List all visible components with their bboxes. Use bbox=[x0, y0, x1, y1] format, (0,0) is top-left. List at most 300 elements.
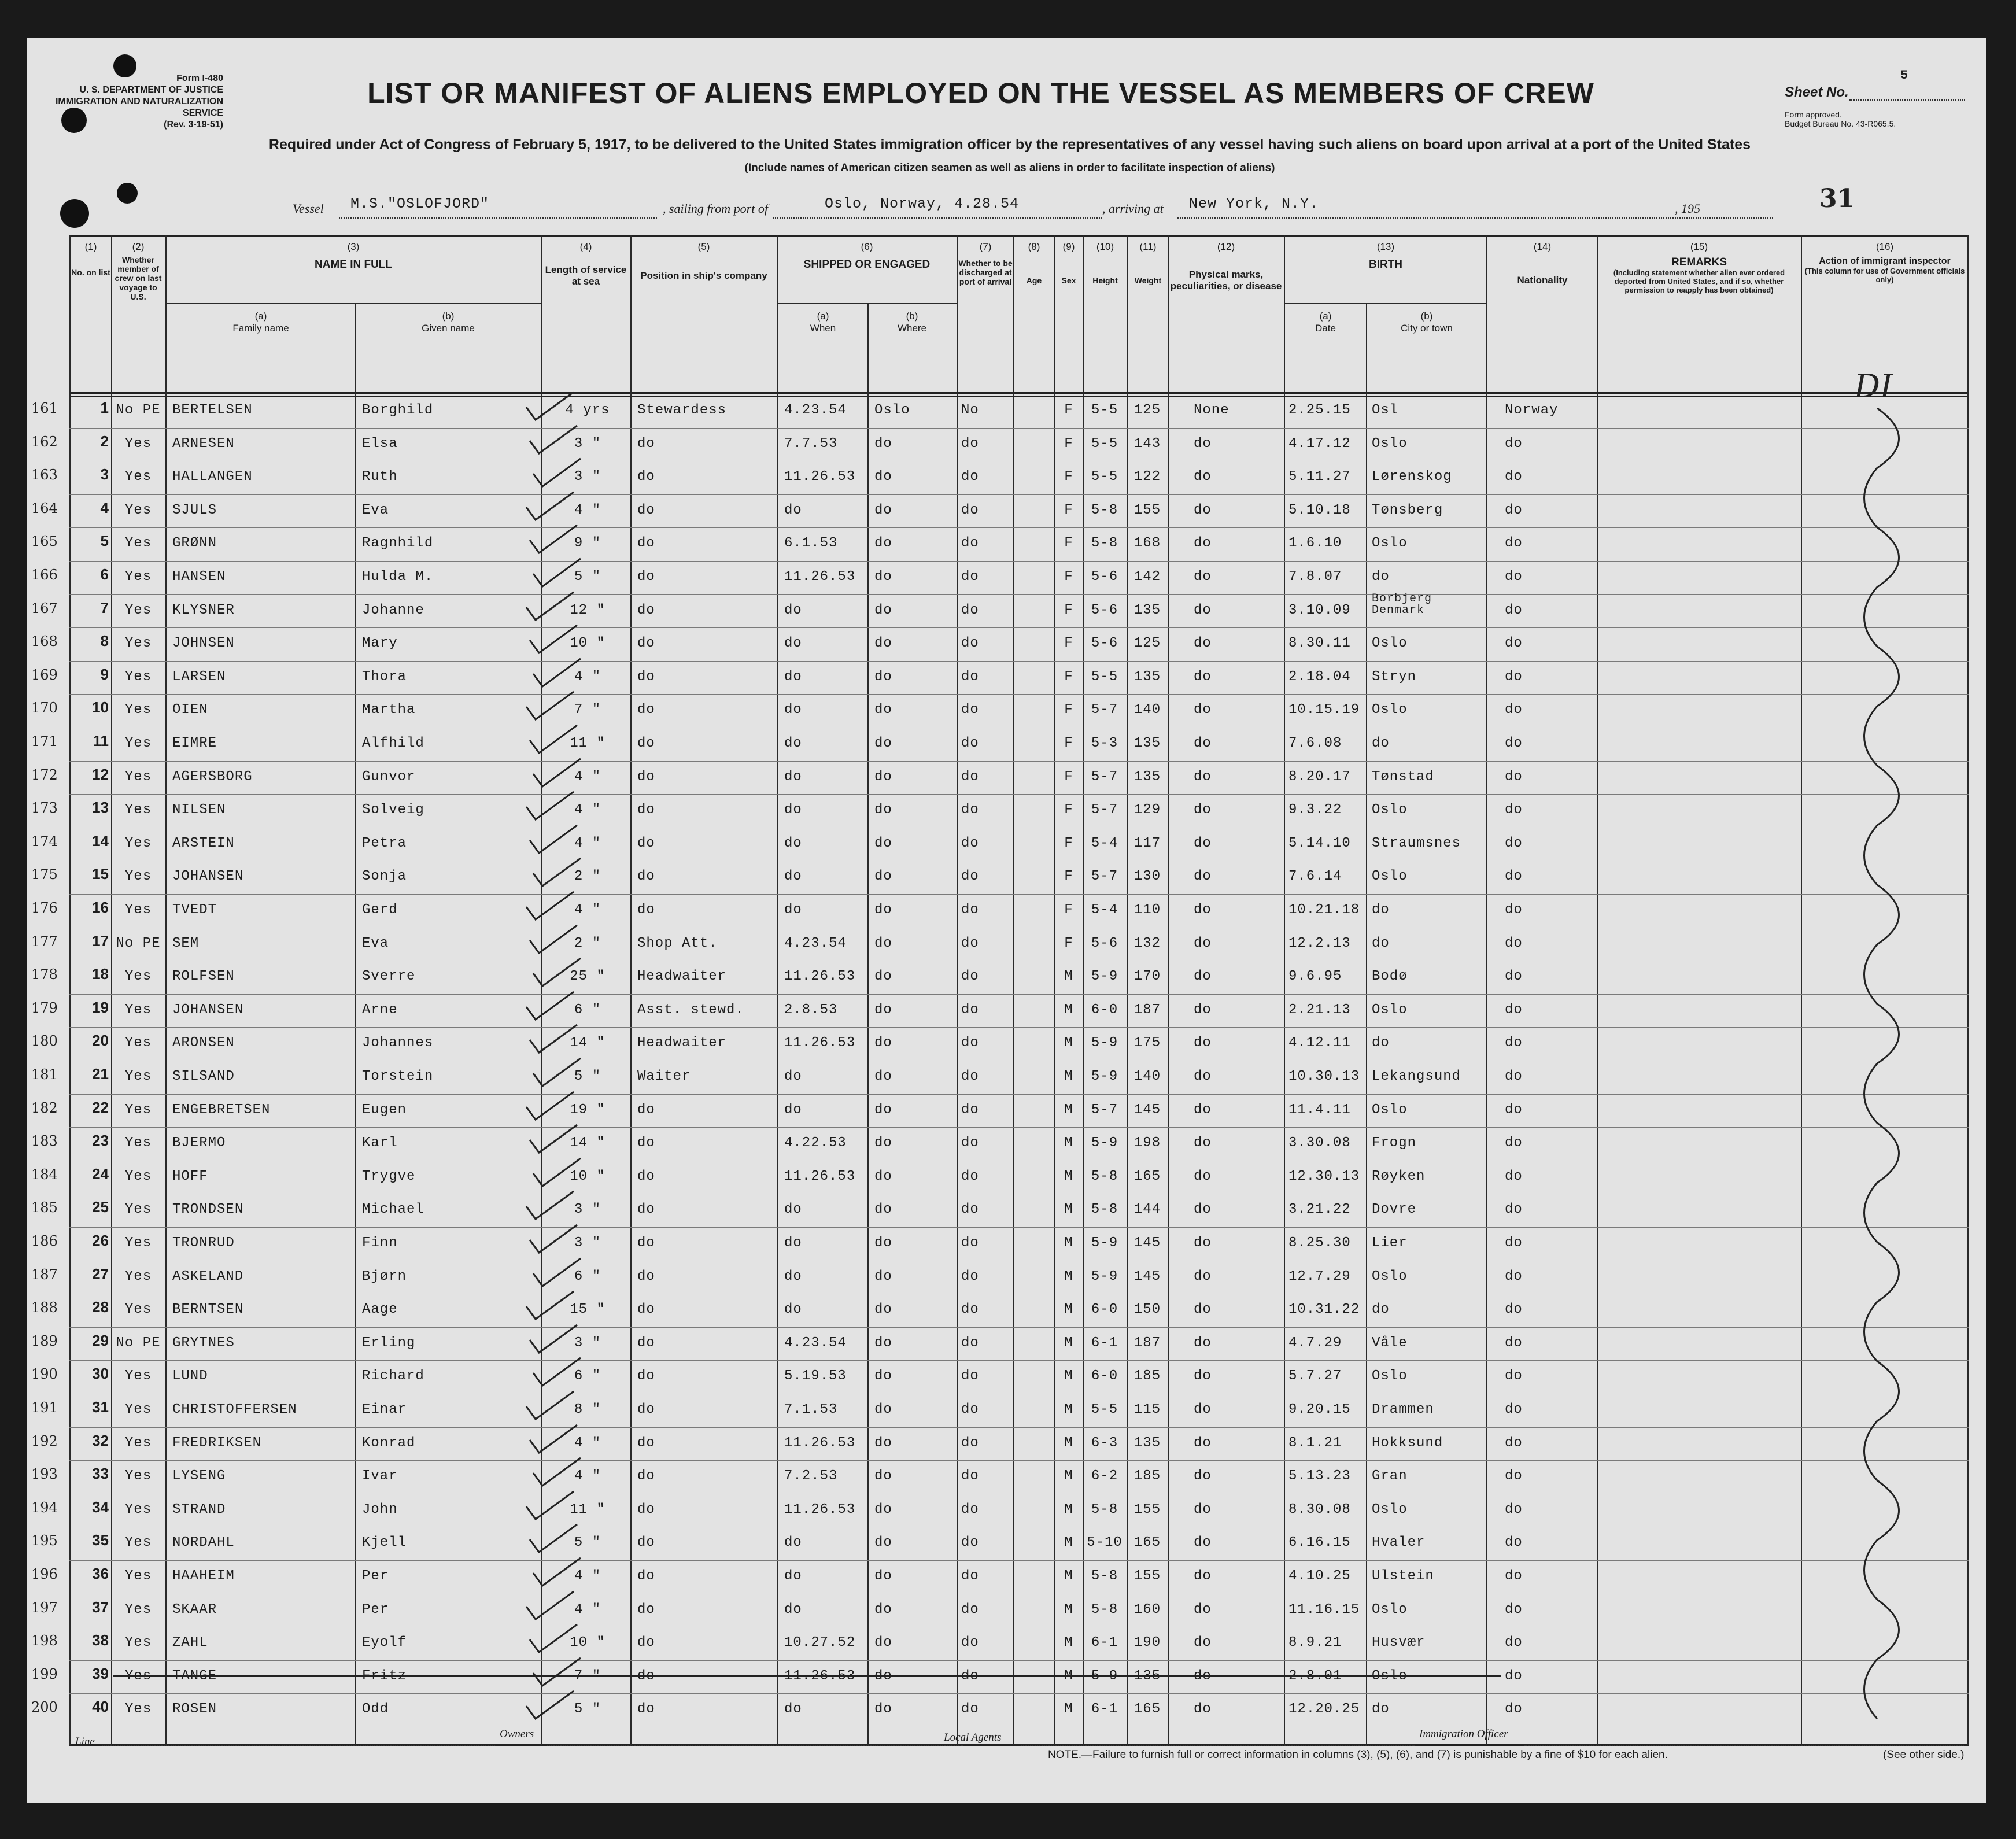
family-name-cell: ARONSEN bbox=[172, 1035, 235, 1051]
nationality-cell: do bbox=[1505, 1102, 1523, 1118]
nationality-cell: do bbox=[1505, 1435, 1523, 1451]
height-cell: 5-9 bbox=[1091, 969, 1118, 985]
weight-cell: 145 bbox=[1133, 1235, 1161, 1251]
service-length-cell: 4 " bbox=[574, 769, 601, 785]
birth-city-cell: Dovre bbox=[1372, 1202, 1417, 1218]
prev-voyage-cell: Yes bbox=[124, 1635, 152, 1651]
row-number-cell: 33 bbox=[92, 1465, 109, 1483]
birth-date-cell: 12.7.29 bbox=[1288, 1268, 1351, 1284]
nationality-cell: do bbox=[1505, 536, 1523, 552]
col-6b-header: (b) Where bbox=[897, 311, 927, 334]
margin-number: 187 bbox=[31, 1266, 58, 1283]
discharge-cell: do bbox=[961, 1568, 979, 1584]
family-name-cell: HAAHEIM bbox=[172, 1568, 235, 1584]
service-length-cell: 15 " bbox=[570, 1302, 605, 1318]
nationality-cell: do bbox=[1505, 935, 1523, 951]
weight-cell: 115 bbox=[1133, 1402, 1161, 1417]
col-13a-header: (a) Date bbox=[1315, 311, 1336, 334]
sex-cell: M bbox=[1064, 1368, 1073, 1384]
shipped-where-cell: do bbox=[874, 835, 892, 851]
given-name-cell: Ruth bbox=[362, 469, 398, 485]
row-number-cell: 14 bbox=[92, 832, 109, 850]
row-rule bbox=[69, 894, 1969, 895]
birth-city-cell: Hvaler bbox=[1372, 1535, 1426, 1551]
nationality-cell: do bbox=[1505, 502, 1523, 518]
prev-voyage-cell: Yes bbox=[124, 1035, 152, 1051]
sheet-number-field bbox=[1785, 68, 1970, 101]
birth-date-cell: 2.18.04 bbox=[1288, 669, 1351, 685]
prev-voyage-cell: Yes bbox=[124, 1402, 152, 1417]
sex-cell: M bbox=[1064, 969, 1073, 985]
family-name-cell: STRAND bbox=[172, 1501, 226, 1517]
shipped-when-cell: do bbox=[784, 502, 802, 518]
height-cell: 5-6 bbox=[1091, 602, 1118, 618]
nationality-cell: do bbox=[1505, 869, 1523, 885]
service-length-cell: 25 " bbox=[570, 969, 605, 985]
position-cell: do bbox=[637, 536, 655, 552]
physical-marks-cell: do bbox=[1194, 602, 1212, 618]
row-number-cell: 24 bbox=[92, 1165, 109, 1183]
prev-voyage-cell: Yes bbox=[124, 569, 152, 585]
col-13-header: (13) BIRTH bbox=[1368, 241, 1403, 271]
margin-number: 188 bbox=[31, 1299, 58, 1316]
shipped-where-cell: do bbox=[874, 1568, 892, 1584]
prev-voyage-cell: Yes bbox=[124, 1302, 152, 1318]
service-length-cell: 5 " bbox=[574, 1701, 601, 1718]
row-rule bbox=[69, 1460, 1969, 1461]
birth-date-cell: 10.15.19 bbox=[1288, 702, 1360, 718]
position-cell: do bbox=[637, 1235, 655, 1251]
birth-date-cell: 10.31.22 bbox=[1288, 1302, 1360, 1318]
discharge-cell: do bbox=[961, 1035, 979, 1051]
checkmark-icon bbox=[531, 1454, 583, 1489]
margin-number: 193 bbox=[31, 1466, 58, 1483]
birth-date-cell: 10.21.18 bbox=[1288, 902, 1360, 918]
family-name-cell: ARSTEIN bbox=[172, 835, 235, 851]
shipped-when-cell: do bbox=[784, 669, 802, 685]
shipped-when-cell: do bbox=[784, 835, 802, 851]
height-cell: 5-10 bbox=[1087, 1535, 1123, 1551]
birth-date-cell: 2.25.15 bbox=[1288, 402, 1351, 418]
height-cell: 5-5 bbox=[1091, 669, 1118, 685]
col-16-header: (16) Action of immigrant inspector (This column for use of Government officials only) bbox=[1804, 241, 1965, 284]
physical-marks-cell: do bbox=[1194, 435, 1212, 452]
position-cell: Shop Att. bbox=[637, 935, 718, 951]
birth-city-cell: Oslo bbox=[1372, 802, 1408, 818]
prev-voyage-cell: Yes bbox=[124, 1668, 152, 1684]
nationality-cell: do bbox=[1505, 1335, 1523, 1351]
col-3b-header: (b) Given name bbox=[422, 311, 475, 334]
checkmark-icon bbox=[524, 888, 576, 923]
birth-date-cell: 10.30.13 bbox=[1288, 1069, 1360, 1084]
given-name-cell: Michael bbox=[362, 1202, 424, 1218]
margin-number: 162 bbox=[31, 433, 58, 450]
arrival-port: New York, N.Y. bbox=[1189, 195, 1319, 212]
form-subtitle-note: (Include names of American citizen seamen as well as aliens in order to facilitate inspection of aliens) bbox=[744, 162, 1275, 174]
shipped-when-cell: 7.1.53 bbox=[784, 1402, 838, 1417]
weight-cell: 135 bbox=[1133, 1668, 1161, 1684]
position-cell: do bbox=[637, 1202, 655, 1218]
row-number-cell: 30 bbox=[92, 1365, 109, 1383]
shipped-when-cell: 11.26.53 bbox=[784, 1035, 856, 1051]
physical-marks-cell: do bbox=[1194, 802, 1212, 818]
birth-date-cell: 5.14.10 bbox=[1288, 835, 1351, 851]
birth-city-cell: Oslo bbox=[1372, 1002, 1408, 1018]
position-cell: do bbox=[637, 435, 655, 452]
margin-number: 185 bbox=[31, 1199, 58, 1216]
given-name-cell: Martha bbox=[362, 702, 416, 718]
family-name-cell: SILSAND bbox=[172, 1069, 235, 1084]
discharge-cell: do bbox=[961, 1135, 979, 1151]
sex-cell: M bbox=[1064, 1568, 1073, 1584]
position-cell: do bbox=[637, 1402, 655, 1417]
birth-date-cell: 11.16.15 bbox=[1288, 1601, 1360, 1618]
physical-marks-cell: do bbox=[1194, 1335, 1212, 1351]
family-name-cell: JOHNSEN bbox=[172, 636, 235, 652]
given-name-cell: Torstein bbox=[362, 1069, 434, 1084]
family-name-cell: JOHANSEN bbox=[172, 869, 244, 885]
service-length-cell: 10 " bbox=[570, 1168, 605, 1184]
height-cell: 5-5 bbox=[1091, 469, 1118, 485]
nationality-cell: do bbox=[1505, 1468, 1523, 1485]
physical-marks-cell: do bbox=[1194, 1635, 1212, 1651]
given-name-cell: Konrad bbox=[362, 1435, 416, 1451]
service-length-cell: 6 " bbox=[574, 1368, 601, 1384]
prev-voyage-cell: No PE bbox=[116, 935, 161, 951]
birth-city-cell: do bbox=[1372, 736, 1390, 751]
prev-voyage-cell: Yes bbox=[124, 536, 152, 552]
discharge-cell: do bbox=[961, 1069, 979, 1084]
nationality-cell: do bbox=[1505, 1002, 1523, 1018]
service-length-cell: 14 " bbox=[570, 1035, 605, 1051]
birth-city-cell: Lørenskog bbox=[1372, 469, 1452, 485]
weight-cell: 185 bbox=[1133, 1368, 1161, 1384]
discharge-cell: do bbox=[961, 1102, 979, 1118]
given-name-cell: Alfhild bbox=[362, 736, 424, 751]
shipped-where-cell: do bbox=[874, 1135, 892, 1151]
family-name-cell: HANSEN bbox=[172, 569, 226, 585]
margin-number: 181 bbox=[31, 1066, 58, 1083]
birth-date-cell: 5.7.27 bbox=[1288, 1368, 1342, 1384]
service-length-cell: 2 " bbox=[574, 935, 601, 951]
checkmark-icon bbox=[524, 1088, 576, 1123]
strike-through-line bbox=[113, 1675, 1501, 1677]
budget-bureau-number: Budget Bureau No. 43-R065.5. bbox=[1785, 119, 1896, 128]
given-name-cell: Eugen bbox=[362, 1102, 407, 1118]
birth-city-cell: Borbjerg Denmark bbox=[1372, 593, 1432, 616]
margin-number: 174 bbox=[31, 833, 58, 850]
given-name-cell: Mary bbox=[362, 636, 398, 652]
height-cell: 5-8 bbox=[1091, 502, 1118, 518]
family-name-cell: AGERSBORG bbox=[172, 769, 253, 785]
shipped-when-cell: 6.1.53 bbox=[784, 536, 838, 552]
shipped-when-cell: do bbox=[784, 1302, 802, 1318]
discharge-cell: do bbox=[961, 869, 979, 885]
shipped-where-cell: do bbox=[874, 1168, 892, 1184]
row-number-cell: 19 bbox=[92, 998, 109, 1016]
nationality-cell: do bbox=[1505, 1235, 1523, 1251]
family-name-cell: SJULS bbox=[172, 502, 217, 518]
col-15-header: (15) REMARKS (Including statement whether alien ever ordered deported from United States, and if so, whether permission to reapply has been obtained) bbox=[1613, 241, 1785, 294]
shipped-where-cell: do bbox=[874, 435, 892, 452]
physical-marks-cell: do bbox=[1194, 1102, 1212, 1118]
weight-cell: 170 bbox=[1133, 969, 1161, 985]
nationality-cell: do bbox=[1505, 902, 1523, 918]
margin-number: 183 bbox=[31, 1133, 58, 1150]
service-length-cell: 5 " bbox=[574, 1535, 601, 1551]
position-cell: do bbox=[637, 902, 655, 918]
prev-voyage-cell: Yes bbox=[124, 902, 152, 918]
checkmark-icon bbox=[531, 1655, 583, 1689]
col-4-header: (4) Length of service at sea bbox=[545, 241, 627, 287]
weight-cell: 135 bbox=[1133, 736, 1161, 751]
given-name-cell: Johannes bbox=[362, 1035, 434, 1051]
shipped-where-cell: do bbox=[874, 1335, 892, 1351]
birth-city-cell: Oslo bbox=[1372, 536, 1408, 552]
given-name-cell: Sverre bbox=[362, 969, 416, 985]
weight-cell: 110 bbox=[1133, 902, 1161, 918]
service-length-cell: 7 " bbox=[574, 702, 601, 718]
height-cell: 5-9 bbox=[1091, 1668, 1118, 1684]
service-length-cell: 8 " bbox=[574, 1402, 601, 1417]
given-name-cell: Karl bbox=[362, 1135, 398, 1151]
physical-marks-cell: do bbox=[1194, 1568, 1212, 1584]
margin-number: 200 bbox=[31, 1699, 58, 1716]
weight-cell: 125 bbox=[1133, 402, 1161, 418]
position-cell: Waiter bbox=[637, 1069, 691, 1084]
position-cell: Headwaiter bbox=[637, 969, 727, 985]
position-cell: do bbox=[637, 736, 655, 751]
row-number-cell: 31 bbox=[92, 1398, 109, 1416]
footer-line-label: Line bbox=[75, 1735, 95, 1748]
shipped-where-cell: do bbox=[874, 1668, 892, 1684]
sex-cell: F bbox=[1064, 669, 1073, 685]
service-length-cell: 4 " bbox=[574, 1601, 601, 1618]
row-rule bbox=[69, 1227, 1969, 1228]
row-number-cell: 26 bbox=[92, 1232, 109, 1249]
nationality-cell: do bbox=[1505, 1402, 1523, 1417]
physical-marks-cell: do bbox=[1194, 1302, 1212, 1318]
position-cell: do bbox=[637, 1335, 655, 1351]
shipped-when-cell: do bbox=[784, 769, 802, 785]
height-cell: 5-8 bbox=[1091, 1202, 1118, 1218]
shipped-when-cell: 11.26.53 bbox=[784, 969, 856, 985]
height-cell: 5-7 bbox=[1091, 769, 1118, 785]
height-cell: 5-3 bbox=[1091, 736, 1118, 751]
shipped-where-cell: do bbox=[874, 1601, 892, 1618]
weight-cell: 155 bbox=[1133, 1568, 1161, 1584]
shipped-when-cell: 7.7.53 bbox=[784, 435, 838, 452]
given-name-cell: Aage bbox=[362, 1302, 398, 1318]
height-cell: 5-7 bbox=[1091, 702, 1118, 718]
birth-date-cell: 7.6.14 bbox=[1288, 869, 1342, 885]
weight-cell: 140 bbox=[1133, 1069, 1161, 1084]
nationality-cell: do bbox=[1505, 1035, 1523, 1051]
physical-marks-cell: do bbox=[1194, 1501, 1212, 1517]
family-name-cell: NORDAHL bbox=[172, 1535, 235, 1551]
row-number-cell: 6 bbox=[100, 566, 109, 583]
discharge-cell: do bbox=[961, 669, 979, 685]
discharge-cell: do bbox=[961, 969, 979, 985]
nationality-cell: do bbox=[1505, 802, 1523, 818]
sailing-port: Oslo, Norway, 4.28.54 bbox=[825, 195, 1020, 212]
discharge-cell: do bbox=[961, 469, 979, 485]
birth-city-cell: Ulstein bbox=[1372, 1568, 1434, 1584]
birth-date-cell: 8.9.21 bbox=[1288, 1635, 1342, 1651]
sex-cell: M bbox=[1064, 1102, 1073, 1118]
discharge-cell: do bbox=[961, 769, 979, 785]
position-cell: do bbox=[637, 1568, 655, 1584]
birth-date-cell: 8.25.30 bbox=[1288, 1235, 1351, 1251]
sex-cell: F bbox=[1064, 469, 1073, 485]
given-name-cell: Fritz bbox=[362, 1668, 407, 1684]
col-3-header: (3) NAME IN FULL bbox=[314, 241, 393, 271]
weight-cell: 135 bbox=[1133, 669, 1161, 685]
weight-cell: 175 bbox=[1133, 1035, 1161, 1051]
birth-date-cell: 8.20.17 bbox=[1288, 769, 1351, 785]
given-name-cell: Eyolf bbox=[362, 1635, 407, 1651]
nationality-cell: do bbox=[1505, 1368, 1523, 1384]
physical-marks-cell: do bbox=[1194, 1268, 1212, 1284]
birth-date-cell: 12.30.13 bbox=[1288, 1168, 1360, 1184]
height-cell: 5-9 bbox=[1091, 1135, 1118, 1151]
sex-cell: M bbox=[1064, 1202, 1073, 1218]
col-5-header: (5) Position in ship's company bbox=[640, 241, 767, 281]
position-cell: do bbox=[637, 1668, 655, 1684]
nationality-cell: do bbox=[1505, 636, 1523, 652]
row-rule bbox=[69, 1094, 1969, 1095]
sex-cell: F bbox=[1064, 636, 1073, 652]
margin-number: 195 bbox=[31, 1532, 58, 1549]
row-number-cell: 28 bbox=[92, 1298, 109, 1316]
discharge-cell: do bbox=[961, 935, 979, 951]
form-subtitle: Required under Act of Congress of February 5, 1917, to be delivered to the United States immigration officer by the representatives of any vessel having such aliens on board upon arrival at a port of the United States bbox=[268, 136, 1751, 153]
discharge-cell: do bbox=[961, 1268, 979, 1284]
shipped-when-cell: 11.26.53 bbox=[784, 1501, 856, 1517]
sex-cell: F bbox=[1064, 769, 1073, 785]
footer-local-agents-label: Local Agents bbox=[944, 1731, 1002, 1744]
row-rule bbox=[69, 994, 1969, 995]
shipped-where-cell: do bbox=[874, 1202, 892, 1218]
row-rule bbox=[69, 1127, 1969, 1128]
sex-cell: F bbox=[1064, 736, 1073, 751]
height-cell: 6-0 bbox=[1091, 1368, 1118, 1384]
given-name-cell: Petra bbox=[362, 835, 407, 851]
birth-city-cell: do bbox=[1372, 1701, 1390, 1718]
prev-voyage-cell: Yes bbox=[124, 769, 152, 785]
weight-cell: 140 bbox=[1133, 702, 1161, 718]
family-name-cell: ROSEN bbox=[172, 1701, 217, 1718]
weight-cell: 145 bbox=[1133, 1268, 1161, 1284]
shipped-where-cell: do bbox=[874, 1701, 892, 1718]
checkmark-icon bbox=[531, 555, 583, 590]
birth-date-cell: 4.7.29 bbox=[1288, 1335, 1342, 1351]
position-cell: do bbox=[637, 1302, 655, 1318]
margin-number: 168 bbox=[31, 633, 58, 650]
birth-date-cell: 12.2.13 bbox=[1288, 935, 1351, 951]
discharge-cell: do bbox=[961, 536, 979, 552]
height-cell: 6-1 bbox=[1091, 1335, 1118, 1351]
physical-marks-cell: do bbox=[1194, 1168, 1212, 1184]
form-identifier bbox=[50, 73, 223, 131]
physical-marks-cell: do bbox=[1194, 1235, 1212, 1251]
margin-number: 172 bbox=[31, 766, 58, 783]
checkmark-icon bbox=[527, 1421, 579, 1456]
height-cell: 5-6 bbox=[1091, 636, 1118, 652]
checkmark-icon bbox=[524, 589, 576, 623]
given-name-cell: Eva bbox=[362, 935, 389, 951]
discharge-cell: do bbox=[961, 835, 979, 851]
shipped-when-cell: do bbox=[784, 1202, 802, 1218]
checkmark-icon bbox=[524, 988, 576, 1023]
position-cell: do bbox=[637, 769, 655, 785]
shipped-when-cell: do bbox=[784, 636, 802, 652]
birth-city-cell: Drammen bbox=[1372, 1402, 1434, 1417]
family-name-cell: FREDRIKSEN bbox=[172, 1435, 262, 1451]
col-11-header: (11) Weight bbox=[1134, 241, 1162, 285]
shipped-where-cell: do bbox=[874, 602, 892, 618]
sex-cell: M bbox=[1064, 1701, 1073, 1718]
position-cell: do bbox=[637, 569, 655, 585]
col-8-header: (8) Age bbox=[1026, 241, 1042, 285]
shipped-where-cell: do bbox=[874, 1268, 892, 1284]
physical-marks-cell: do bbox=[1194, 1701, 1212, 1718]
given-name-cell: Finn bbox=[362, 1235, 398, 1251]
birth-city-cell: Lier bbox=[1372, 1235, 1408, 1251]
service-length-cell: 4 " bbox=[574, 902, 601, 918]
family-name-cell: KLYSNER bbox=[172, 602, 235, 618]
position-cell: do bbox=[637, 1501, 655, 1517]
prev-voyage-cell: Yes bbox=[124, 1102, 152, 1118]
service-length-cell: 14 " bbox=[570, 1135, 605, 1151]
nationality-cell: do bbox=[1505, 469, 1523, 485]
given-name-cell: Per bbox=[362, 1568, 389, 1584]
shipped-when-cell: do bbox=[784, 1268, 802, 1284]
margin-number: 161 bbox=[31, 400, 58, 416]
prev-voyage-cell: Yes bbox=[124, 702, 152, 718]
position-cell: do bbox=[637, 636, 655, 652]
family-name-cell: ASKELAND bbox=[172, 1268, 244, 1284]
birth-date-cell: 4.17.12 bbox=[1288, 435, 1351, 452]
discharge-cell: do bbox=[961, 602, 979, 618]
height-cell: 5-8 bbox=[1091, 536, 1118, 552]
birth-date-cell: 4.10.25 bbox=[1288, 1568, 1351, 1584]
physical-marks-cell: do bbox=[1194, 1402, 1212, 1417]
sex-cell: M bbox=[1064, 1035, 1073, 1051]
family-name-cell: ZAHL bbox=[172, 1635, 208, 1651]
sex-cell: M bbox=[1064, 1402, 1073, 1417]
shipped-when-cell: do bbox=[784, 1069, 802, 1084]
birth-date-cell: 3.30.08 bbox=[1288, 1135, 1351, 1151]
discharge-cell: do bbox=[961, 1435, 979, 1451]
manifest-page bbox=[27, 38, 1986, 1803]
position-cell: Headwaiter bbox=[637, 1035, 727, 1051]
birth-date-cell: 2.8.01 bbox=[1288, 1668, 1342, 1684]
weight-cell: 135 bbox=[1133, 1435, 1161, 1451]
margin-number: 186 bbox=[31, 1233, 58, 1249]
row-number-cell: 32 bbox=[92, 1431, 109, 1449]
service-length-cell: 4 " bbox=[574, 802, 601, 818]
column-divider bbox=[1366, 303, 1367, 1745]
service-length-cell: 10 " bbox=[570, 1635, 605, 1651]
service-length-cell: 5 " bbox=[574, 569, 601, 585]
physical-marks-cell: do bbox=[1194, 1202, 1212, 1218]
shipped-when-cell: do bbox=[784, 1102, 802, 1118]
margin-number: 192 bbox=[31, 1432, 58, 1449]
footer-owners-label: Owners bbox=[500, 1728, 534, 1740]
family-name-cell: LUND bbox=[172, 1368, 208, 1384]
birth-city-cell: do bbox=[1372, 1035, 1390, 1051]
